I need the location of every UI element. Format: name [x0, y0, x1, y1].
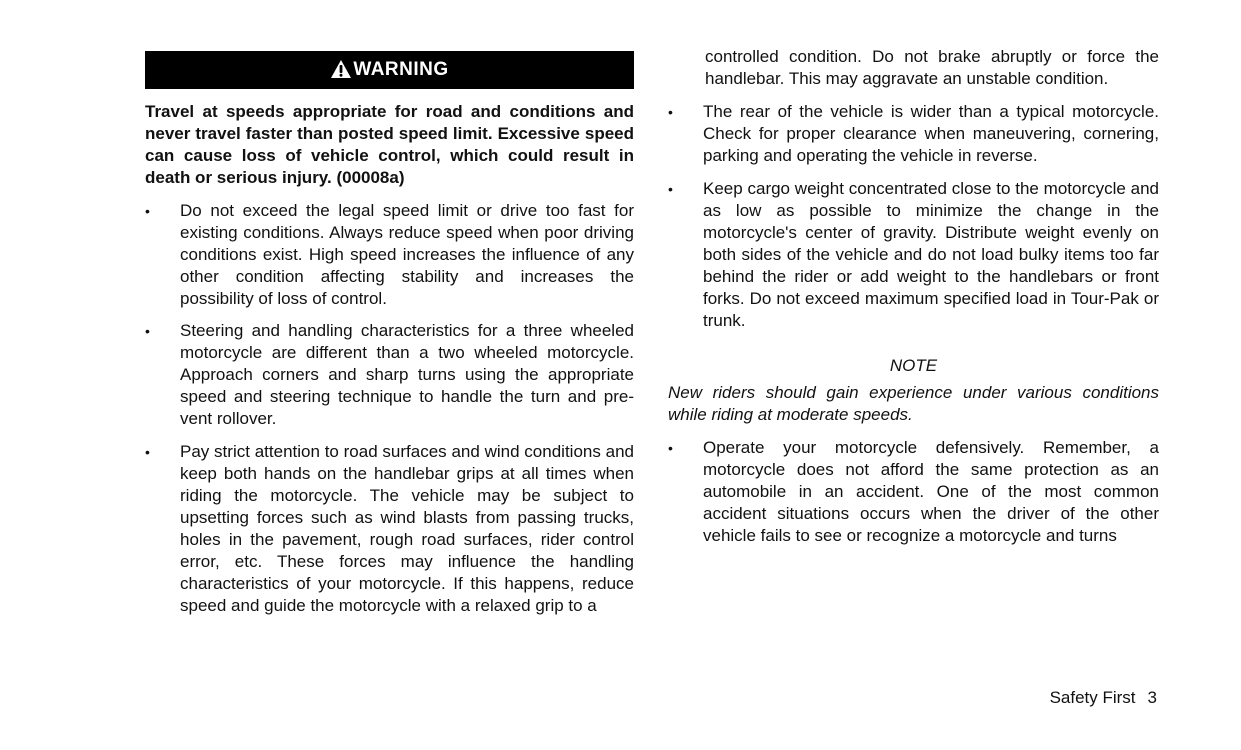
bullet-icon: •	[145, 323, 150, 339]
continued-paragraph: controlled condition. Do not brake abruptly or force the handlebar. This may aggravate an unstable condition.	[705, 47, 1159, 88]
page-footer	[1050, 687, 1157, 709]
list-item-text: Do not exceed the legal speed limit or drive too fast for existing conditions. Always reduce speed when poor driving conditions exist. High speed increases the influence of any other condition affecting stability and increases the possibility of loss of control.	[180, 201, 634, 308]
list-item-text: Steering and handling characteristics for a three wheeled motorcycle are different than a two wheeled motorcycle. Approach corners and sharp turns using the appropriate speed and steering technique to handle the turn and pre-vent rollover.	[180, 321, 634, 428]
bullet-icon: •	[145, 444, 150, 460]
warning-banner	[145, 51, 634, 89]
bullet-icon: •	[668, 104, 673, 120]
list-item	[668, 178, 1159, 332]
note-heading: NOTE	[889, 356, 938, 375]
bullet-icon: •	[145, 203, 150, 219]
list-item-text: Keep cargo weight concentrated close to the motorcycle and as low as possible to minimize the change in the motorcycle's center of gravity. Distribute weight evenly on both sides of the vehicle and do not load bulky items too far behind the rider or add weight to the handlebars or front forks. Do not exceed maximum specified load in Tour-Pak or trunk.	[703, 179, 1159, 330]
list-item	[145, 320, 634, 430]
bullet-icon: •	[668, 440, 673, 456]
page-number: 3	[1147, 688, 1157, 707]
list-item	[145, 441, 634, 617]
note-text: New riders should gain experience under various conditions while riding at moderate speeds.	[668, 383, 1159, 424]
section-title: Safety First	[1049, 688, 1136, 707]
warning-message: Travel at speeds appropriate for road and conditions and never travel faster than posted speed limit. Excessive speed can cause loss of vehicle control, which could result in death or serious injury. (00008a)	[145, 102, 634, 187]
list-item	[668, 437, 1159, 547]
warning-label: WARNING	[353, 59, 449, 80]
list-item	[668, 101, 1159, 167]
list-item-text: The rear of the vehicle is wider than a typical motorcycle. Check for proper clearance when maneuvering, cornering, parking and operating the vehicle in reverse.	[703, 102, 1159, 165]
list-item-text: Pay strict attention to road surfaces and wind conditions and keep both hands on the handlebar grips at all times when riding the motorcycle. The vehicle may be subject to upsetting forces such as wind blasts from passing trucks, holes in the pavement, rough road surfaces, rider control error, etc. These forces may influence the handling characteristics of your motorcycle. If this happens, reduce speed and guide the motorcycle with a relaxed grip to a	[180, 442, 634, 615]
list-item-text: Operate your motorcycle defensively. Remember, a motorcycle does not afford the same protection as an automobile in an accident. One of the most common accident situations occurs when the driver of the other vehicle fails to see or recognize a motorcycle and turns	[703, 438, 1159, 545]
bullet-icon: •	[668, 181, 673, 197]
list-item	[145, 200, 634, 310]
warning-triangle-icon	[330, 59, 352, 79]
